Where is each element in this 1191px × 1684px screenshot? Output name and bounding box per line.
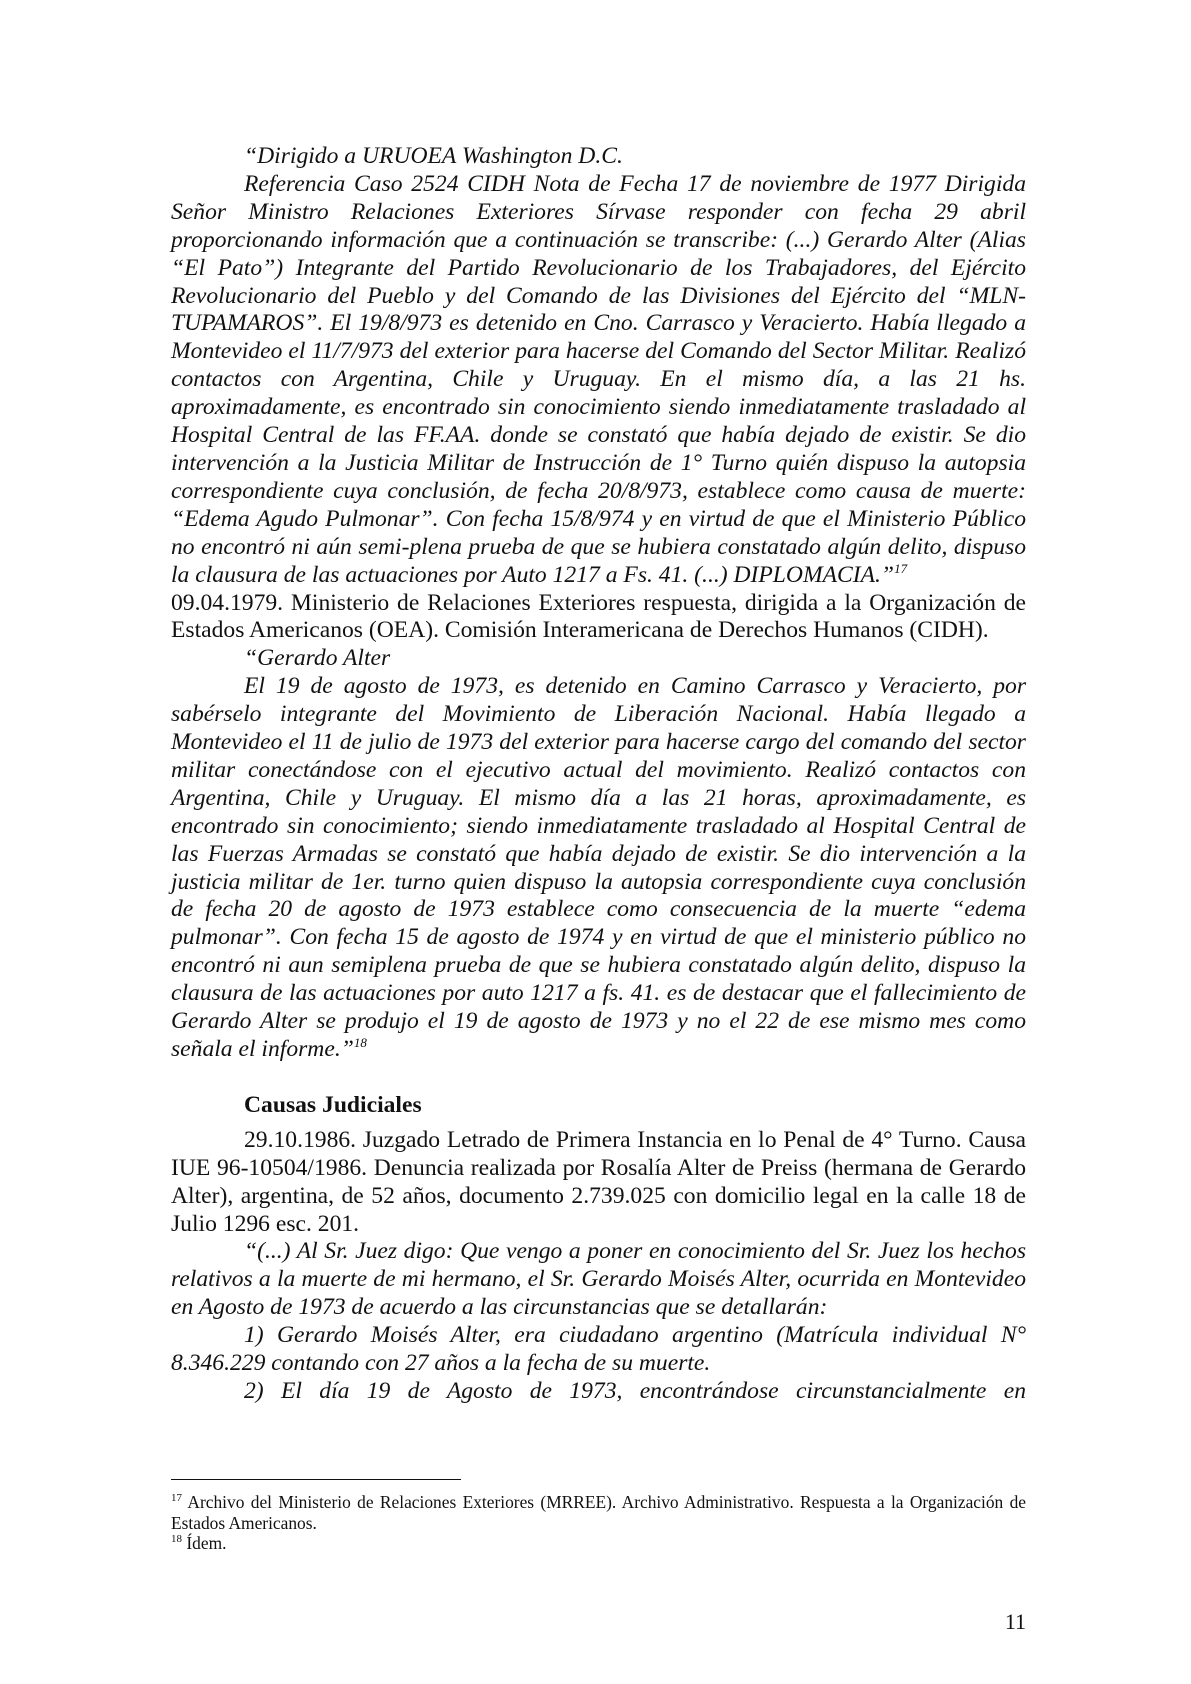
quote-list-item-1: 1) Gerardo Moisés Alter, era ciudadano argentino (Matrícula individual N° 8.346.229 contando con 27 años a la fecha de su muerte. bbox=[171, 1322, 1026, 1377]
footnote-18 bbox=[171, 1533, 1026, 1554]
footnotes bbox=[171, 1492, 1026, 1554]
footnote-17-number: 17 bbox=[171, 1492, 182, 1505]
footnote-ref-18[interactable]: 18 bbox=[353, 1035, 367, 1051]
section-heading: Causas Judiciales bbox=[244, 1091, 422, 1118]
footnote-separator bbox=[171, 1479, 461, 1480]
footnote-ref-17[interactable]: 17 bbox=[894, 560, 908, 576]
quote-paragraph-3: “(...) Al Sr. Juez digo: Que vengo a poner en conocimiento del Sr. Juez los hechos relativos a la muerte de mi hermano, el Sr. Gerardo Moisés Alter, ocurrida en Montevideo en Agosto de 1973 de acuerdo a las circunstancias que se detallarán: bbox=[171, 1238, 1026, 1321]
quote-paragraph-2-text: El 19 de agosto de 1973, es detenido en Camino Carrasco y Veracierto, por sabérselo integrante del Movimiento de Liberación Nacional. Había llegado a Montevideo el 11 de julio de 1973 del exterior para hacerse cargo del comando del sector militar conectándose con el ejecutivo actual del movimiento. Realizó contactos con Argentina, Chile y Uruguay. El mismo día a las 21 horas, aproximadamente, es encontrado sin conocimiento; siendo inmediatamente trasladado al Hospital Central de las Fuerzas Armadas se constató que había dejado de existir. Se dio intervención a la justicia militar de 1er. turno quien dispuso la autopsia correspondiente cuya conclusión de fecha 20 de agosto de 1973 establece como consecuencia de la muerte “edema pulmonar”. Con fecha 15 de agosto de 1974 y en virtud de que el ministerio público no encontró ni aun semiplena prueba de que se hubiera constatado algún delito, dispuso la clausura de las actuaciones por auto 1217 a fs. 41. es de destacar que el fallecimiento de Gerardo Alter se produjo el 19 de agosto de 1973 y no el 22 de ese mismo mes como señala el informe.” bbox=[171, 673, 1026, 1062]
body-paragraph-1986: 29.10.1986. Juzgado Letrado de Primera Instancia en lo Penal de 4° Turno. Causa IUE 96-10504/1986. Denuncia realizada por Rosalía Alter de Preiss (hermana de Gerardo Alter), argentina, de 52 años, documento 2.739.025 con domicilio legal en la calle 18 de Julio 1296 esc. 201. bbox=[171, 1126, 1026, 1237]
quote-name-line: “Gerardo Alter bbox=[244, 645, 391, 672]
footnote-18-text: Ídem. bbox=[186, 1533, 227, 1553]
quote-list-item-2: 2) El día 19 de Agosto de 1973, encontrándose circunstancialmente en bbox=[244, 1377, 1026, 1404]
document-body bbox=[171, 143, 1026, 1406]
quote-paragraph-1 bbox=[171, 171, 1026, 590]
body-paragraph-1979: 09.04.1979. Ministerio de Relaciones Exteriores respuesta, dirigida a la Organización de Estados Americanos (OEA). Comisión Interamericana de Derechos Humanos (CIDH). bbox=[171, 589, 1026, 644]
footnote-17-text: Archivo del Ministerio de Relaciones Exteriores (MRREE). Archivo Administrativo. Respuesta a la Organización de Estados Americanos. bbox=[171, 1492, 1027, 1533]
quote-paragraph-2 bbox=[171, 673, 1026, 1064]
quote-paragraph-1-text: Referencia Caso 2524 CIDH Nota de Fecha 17 de noviembre de 1977 Dirigida Señor Ministro Relaciones Exteriores Sírvase responder con fecha 29 abril proporcionando información que a continuación se transcribe: (...) Gerardo Alter (Alias “El Pato”) Integrante del Partido Revolucionario de los Trabajadores, del Ejército Revolucionario del Pueblo y del Comando de las Divisiones del Ejército del “MLN- TUPAMAROS”. El 19/8/973 es detenido en Cno. Carrasco y Veracierto. Había llegado a Montevideo el 11/7/973 del exterior para hacerse del Comando del Sector Militar. Realizó contactos con Argentina, Chile y Uruguay. En el mismo día, a las 21 hs. aproximadamente, es encontrado sin conocimiento siendo inmediatamente trasladado al Hospital Central de las FF.AA. donde se constató que había dejado de existir. Se dio intervención a la Justicia Militar de Instrucción de 1° Turno quién dispuso la autopsia correspondiente cuya conclusión, de fecha 20/8/973, establece como causa de muerte: “Edema Agudo Pulmonar”. Con fecha 15/8/974 y en virtud de que el Ministerio Público no encontró ni aún semi-plena prueba de que se hubiera constatado algún delito, dispuso la clausura de las actuaciones por Auto 1217 a Fs. 41. (...) DIPLOMACIA.” bbox=[171, 170, 1026, 588]
footnote-18-number: 18 bbox=[171, 1533, 182, 1546]
page-number: 11 bbox=[1004, 1609, 1026, 1634]
footnote-17 bbox=[171, 1492, 1026, 1533]
quote-address-line: “Dirigido a URUOEA Washington D.C. bbox=[244, 143, 623, 169]
